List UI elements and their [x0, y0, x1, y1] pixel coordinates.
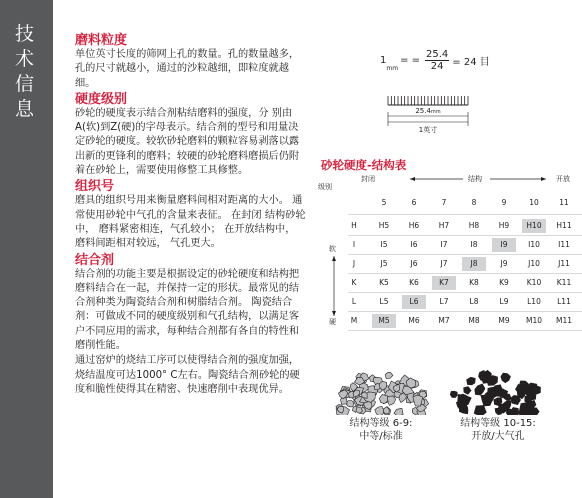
corner-label: 级别 — [318, 183, 332, 191]
caption-open — [436, 417, 560, 443]
formula-numerator: 25.4 — [426, 49, 449, 60]
table-cell: H8 — [468, 221, 480, 230]
table-cell: H7 — [438, 221, 450, 230]
table-cell: K10 — [526, 278, 542, 287]
hardness-grade: H — [351, 221, 357, 230]
ruler-diagram — [386, 92, 470, 138]
structure-open-label: 开放 — [556, 175, 570, 183]
grain — [474, 405, 486, 415]
table-cell: H9 — [498, 221, 510, 230]
section-body-hardness: 砂轮的硬度表示结合剂粘结磨料的强度，分 别由A(软)到Z(硬)的字母表示。结合剂的型号和用量决定砂轮的硬度。较软砂轮磨料的颗粒容易剥落以露出新的更锋利的磨料；较硬的砂轮磨料磨损后仍附着在砂轮上，需要使用修整工具修整。 — [75, 107, 300, 177]
table-cell: H5 — [378, 221, 390, 230]
hardness-grade: K — [351, 278, 357, 287]
row-divider — [348, 311, 582, 312]
table-cell: J5 — [380, 259, 388, 268]
grit-formula — [380, 49, 490, 72]
table-cell: L9 — [499, 297, 509, 306]
table-cell: J10 — [528, 259, 540, 268]
medium-structure-illustration — [331, 355, 431, 419]
medium-grain-svg — [331, 355, 431, 415]
table-cell: M6 — [408, 316, 420, 325]
caption-medium-line2: 中等/标准 — [359, 431, 403, 442]
table-cell: I9 — [492, 238, 516, 252]
ruler-inch-label: 1英寸 — [418, 126, 438, 134]
row-divider — [348, 235, 582, 236]
grain — [467, 377, 476, 385]
table-cell: J9 — [500, 259, 508, 268]
grain — [506, 409, 512, 415]
table-cell: L7 — [439, 297, 449, 306]
section-title-structure: 组织号 — [75, 179, 115, 195]
table-cell: I8 — [470, 240, 478, 249]
table-cell: K11 — [556, 278, 572, 287]
sidebar-title: 技术信息 — [14, 23, 35, 120]
hardness-grade: L — [351, 297, 357, 306]
grain — [375, 407, 384, 416]
caption-medium-line1: 结构等级 6-9: — [349, 418, 413, 429]
table-cell: M10 — [525, 316, 542, 325]
row-divider — [348, 330, 582, 331]
row-divider — [348, 292, 582, 293]
grain — [464, 387, 472, 395]
table-cell: L11 — [557, 297, 571, 306]
structure-number: 10 — [529, 198, 539, 207]
table-cell: K5 — [379, 278, 389, 287]
formula-lhs: 1 — [380, 55, 387, 66]
table-cell: L10 — [527, 297, 541, 306]
table-cell: I7 — [440, 240, 448, 249]
formula-lhs-unit: mm — [386, 65, 399, 72]
table-cell: J6 — [410, 259, 418, 268]
table-cell: J11 — [558, 259, 570, 268]
formula-result: = 24 目 — [452, 57, 490, 68]
hardness-grade: J — [352, 259, 356, 268]
row-divider — [348, 254, 582, 255]
chart-title: 砂轮硬度-结构表 — [321, 158, 407, 172]
table-cell: L6 — [402, 295, 426, 309]
formula-equals: = = — [400, 55, 421, 66]
sidebar — [0, 0, 53, 498]
caption-medium — [321, 417, 441, 443]
section-title-grit: 磨料粒度 — [75, 33, 128, 48]
table-cell: M9 — [498, 316, 510, 325]
table-cell: I6 — [410, 240, 418, 249]
section-title-bond: 结合剂 — [75, 252, 115, 268]
section-body-bond: 结合剂的功能主要是根据设定的砂轮硬度和结构把磨料结合在一起，并保持一定的形状。最常见的结合剂种类为陶瓷结合剂和树脂结合剂。 陶瓷结合剂：可做成不同的硬度级别和气孔结构，以满足客户不同应用的需求，每种结合剂都有各自的特性和磨削性能。 — [75, 268, 300, 352]
hardness-grade: M — [350, 316, 358, 325]
section-title-hardness: 硬度级别 — [75, 91, 128, 107]
grain — [501, 373, 511, 383]
grain — [494, 388, 504, 397]
table-cell: I10 — [528, 240, 540, 249]
text-column — [75, 33, 307, 398]
structure-number: 11 — [559, 198, 569, 207]
hardness-grade: I — [352, 240, 356, 249]
open-structure-illustration — [445, 355, 545, 419]
grain — [413, 395, 423, 406]
table-cell: I5 — [380, 240, 388, 249]
table-cell: K8 — [469, 278, 479, 287]
hardness-soft-label: 软 — [329, 245, 336, 253]
table-cell: K6 — [409, 278, 419, 287]
structure-number: 9 — [501, 198, 507, 207]
structure-number: 6 — [411, 198, 417, 207]
grain — [379, 395, 387, 404]
hardness-structure-table — [318, 170, 578, 330]
table-cell: M5 — [372, 314, 396, 328]
table-cell: K9 — [499, 278, 509, 287]
structure-number: 5 — [381, 198, 387, 207]
table-cell: H11 — [556, 221, 572, 230]
table-cell: J7 — [440, 259, 448, 268]
section-body-bond-2: 通过窑炉的烧结工序可以使得结合剂的强度加强，烧结温度可达1000° C左右。陶瓷结合剂砂轮的硬度和脆性使得其在精密、快速磨削中表现优异。 — [75, 355, 300, 395]
hardness-hard-label: 硬 — [329, 318, 336, 326]
table-cell: M7 — [438, 316, 450, 325]
table-cell: M11 — [555, 316, 572, 325]
ruler-length-label: 25.4mm — [415, 107, 441, 115]
structure-mid-label: 结构 — [468, 175, 482, 183]
grain — [522, 385, 534, 394]
table-cell: L5 — [379, 297, 389, 306]
grain — [385, 372, 393, 378]
structure-number: 7 — [441, 198, 447, 207]
grain — [394, 408, 403, 415]
table-cell: I11 — [558, 240, 570, 249]
table-cell: J8 — [462, 257, 486, 271]
table-cell: K7 — [432, 276, 456, 290]
section-body-grit: 单位英寸长度的筛网上孔的数量。孔的数量越多，孔的尺寸就越小，通过的沙粒越细，即粒度就越细。 — [75, 49, 300, 89]
table-cell: L8 — [469, 297, 479, 306]
open-grain-svg — [445, 355, 545, 415]
formula-fraction — [425, 49, 449, 72]
header-divider — [348, 214, 582, 215]
caption-open-line2: 开放/大气孔 — [471, 431, 525, 442]
table-cell: H6 — [408, 221, 420, 230]
grain — [450, 391, 457, 397]
table-cell: M8 — [468, 316, 480, 325]
grain — [387, 396, 396, 406]
table-cell: H10 — [522, 219, 546, 233]
formula-denominator: 24 — [430, 61, 444, 72]
section-body-structure: 磨具的组织号用来衡量磨料间相对距离的大小。 通常使用砂轮中气孔的含量来表征。 在封闭 结构砂轮中， 磨料紧密相连，气孔较小； 在开放结构中， 磨料间距相对较远， 气孔更大。 — [75, 195, 306, 250]
caption-open-line1: 结构等级 10-15: — [460, 418, 536, 429]
row-divider — [348, 273, 582, 274]
structure-number: 8 — [471, 198, 477, 207]
structure-closed-label: 封闭 — [361, 175, 375, 183]
grain — [475, 384, 485, 395]
